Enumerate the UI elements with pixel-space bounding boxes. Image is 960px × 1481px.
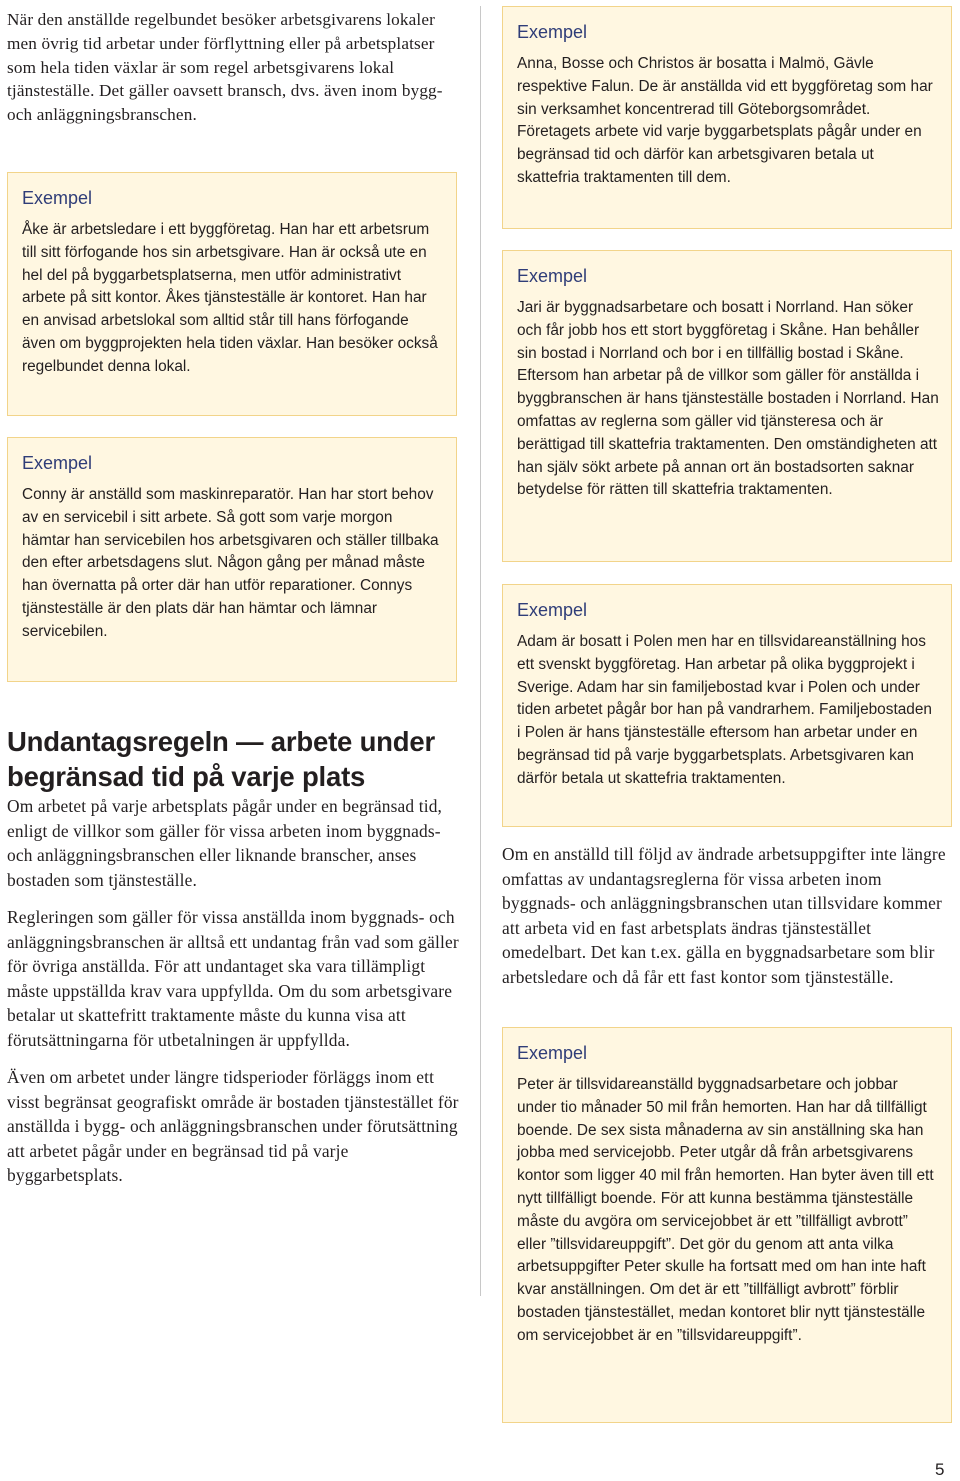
example-title: Exempel: [22, 453, 93, 473]
example-title: Exempel: [22, 188, 93, 208]
example-text: Jari är byggnadsarbetare och bosatt i Norrland. Han söker och får jobb hos ett stort byggföretag i Skåne. Han behåller sin bostad i Norrland och bor i en tillfällig bostad i Skåne. Eftersom han arbetar på de villkor som gäller för anställda i byggbranschen är hans tjänsteställe bostaden i Norrland. Han omfattas av reglerna som gäller vid tjänsteresa och är berättigad till skattefria traktamenten. Den omständigheten att han själv sökt arbete på annan ort än bostadsorten saknar betydelse för rätten till skattefria traktamenten.: [517, 299, 939, 499]
example-title: Exempel: [517, 22, 588, 42]
example-box-conny: [7, 437, 457, 682]
example-text: Peter är tillsvidareanställd byggnadsarbetare och jobbar under tio månader 50 mil från hemorten. Han har då tillfälligt boende. De sex sista månaderna av sin anställning ska han jobba med servicejobb. Peter utgår då från arbetsgivarens kontor som ligger 40 mil från hemorten. Han byter även till ett nytt tillfälligt boende. För att kunna bestämma tjänsteställe måste du avgöra om servicejobbet är ett ”tillfälligt avbrott” eller ”tillsvidareuppgift”. Det gör du genom att anta vilka arbetsuppgifter Peter skulle ha fortsatt med om han inte haft kvar anställningen. Om det är ett ”tillfälligt avbrott” förblir bostaden tjänstestället, medan kontoret blir nytt tjänsteställe om servicejobbet är en ”tillsvidareuppgift”.: [517, 1076, 934, 1344]
example-text: Åke är arbetsledare i ett byggföretag. Han har ett arbetsrum till sitt förfogande hos sin arbetsgivare. Han är också ute en hel del på byggarbetsplatserna, men utför administrativt arbete på sitt kontor. Åkes tjänsteställe är kontoret. Han har en anvisad arbetslokal som alltid står till hans förfogande även om byggprojekten hela tiden växlar. Han besöker också regelbundet denna lokal.: [22, 221, 438, 375]
column-divider: [480, 6, 481, 1296]
example-box-jari: [502, 250, 952, 562]
example-text: Conny är anställd som maskinreparatör. Han har stort behov av en servicebil i sitt arbete. Så gott som varje morgon hämtar han servicebilen hos arbetsgivaren och ställer tillbaka den efter arbetsdagens slut. Någon gång per månad måste han övernatta på orter där han utför reparationer. Connys tjänsteställe är den plats där han hämtar och lämnar servicebilen.: [22, 486, 439, 640]
section-body: [7, 794, 462, 1188]
example-box-ake: [7, 172, 457, 416]
example-text: Adam är bosatt i Polen men har en tillsvidareanställning hos ett svenskt byggföretag. Han arbetar på olika byggprojekt i Sverige. Adam har sin familjebostad kvar i Polen och under tiden arbetet pågår bor han på vandrarhem. Familjebostaden i Polen är hans tjänsteställe eftersom han arbetar under en begränsad tid på varje byggarbetsplats. Arbetsgivaren kan därför betala ut skattefria traktamenten.: [517, 633, 932, 787]
example-box-anna-bosse-christos: [502, 6, 952, 229]
paragraph-changed-duties: Om en anställd till följd av ändrade arbetsuppgifter inte längre omfattas av undantagsreglerna för vissa arbeten inom byggnads- och anläggningsbranschen utan tillsvidare kommer att arbeta vid en fast arbetsplats ändras tjänstestället omedelbart. Det kan t.ex. gälla en byggnadsarbetare som blir arbetsledare och då får ett fast kontor som tjänsteställe.: [502, 844, 946, 987]
example-title: Exempel: [517, 600, 588, 620]
paragraph-regulation: Regleringen som gäller för vissa anställda inom byggnads- och anläggningsbranschen är alltså ett undantag från vad som gäller för övriga anställda. För att undantaget ska vara tillämpligt måste uppställda krav vara uppfyllda. Om du som arbetsgivare betalar ut skattefritt traktamente måste du kunna visa att förutsättningarna för utbetalningen är uppfyllda.: [7, 907, 459, 1050]
example-box-peter: [502, 1027, 952, 1423]
paragraph-definition: Om arbetet på varje arbetsplats pågår under en begränsad tid, enligt de villkor som gäller för vissa arbeten inom byggnads- och anläggningsbranschen eller liknande branscher, anses bostaden som tjänsteställe.: [7, 796, 443, 890]
example-title: Exempel: [517, 1043, 588, 1063]
paragraph-geographic-area: Även om arbetet under längre tidsperioder förläggs inom ett visst begränsat geografiskt område är bostaden tjänstestället för anställda i bygg- och anläggningsbranschen under förutsättning att arbetet pågår under en begränsad tid på varje byggarbetsplats.: [7, 1067, 459, 1185]
example-box-adam: [502, 584, 952, 827]
example-title: Exempel: [517, 266, 588, 286]
page-number: 5: [935, 1460, 945, 1479]
section-heading: Undantagsregeln — arbete under begränsad tid på varje plats: [7, 726, 435, 792]
intro-paragraph: När den anställde regelbundet besöker arbetsgivarens lokaler men övrig tid arbetar under förflyttning eller på arbetsplatser som hela tiden växlar är som regel arbetsgivarens lokal tjänsteställe. Det gäller oavsett bransch, dvs. även inom bygg- och anläggningsbranschen.: [7, 10, 443, 125]
example-text: Anna, Bosse och Christos är bosatta i Malmö, Gävle respektive Falun. De är anställda vid ett byggföretag som har sin verksamhet koncentrerad till Göteborgsområdet. Företagets arbete vid varje byggarbetsplats pågår under en begränsad tid och därför kan arbetsgivaren betala ut skattefria traktamenten till dem.: [517, 55, 933, 186]
